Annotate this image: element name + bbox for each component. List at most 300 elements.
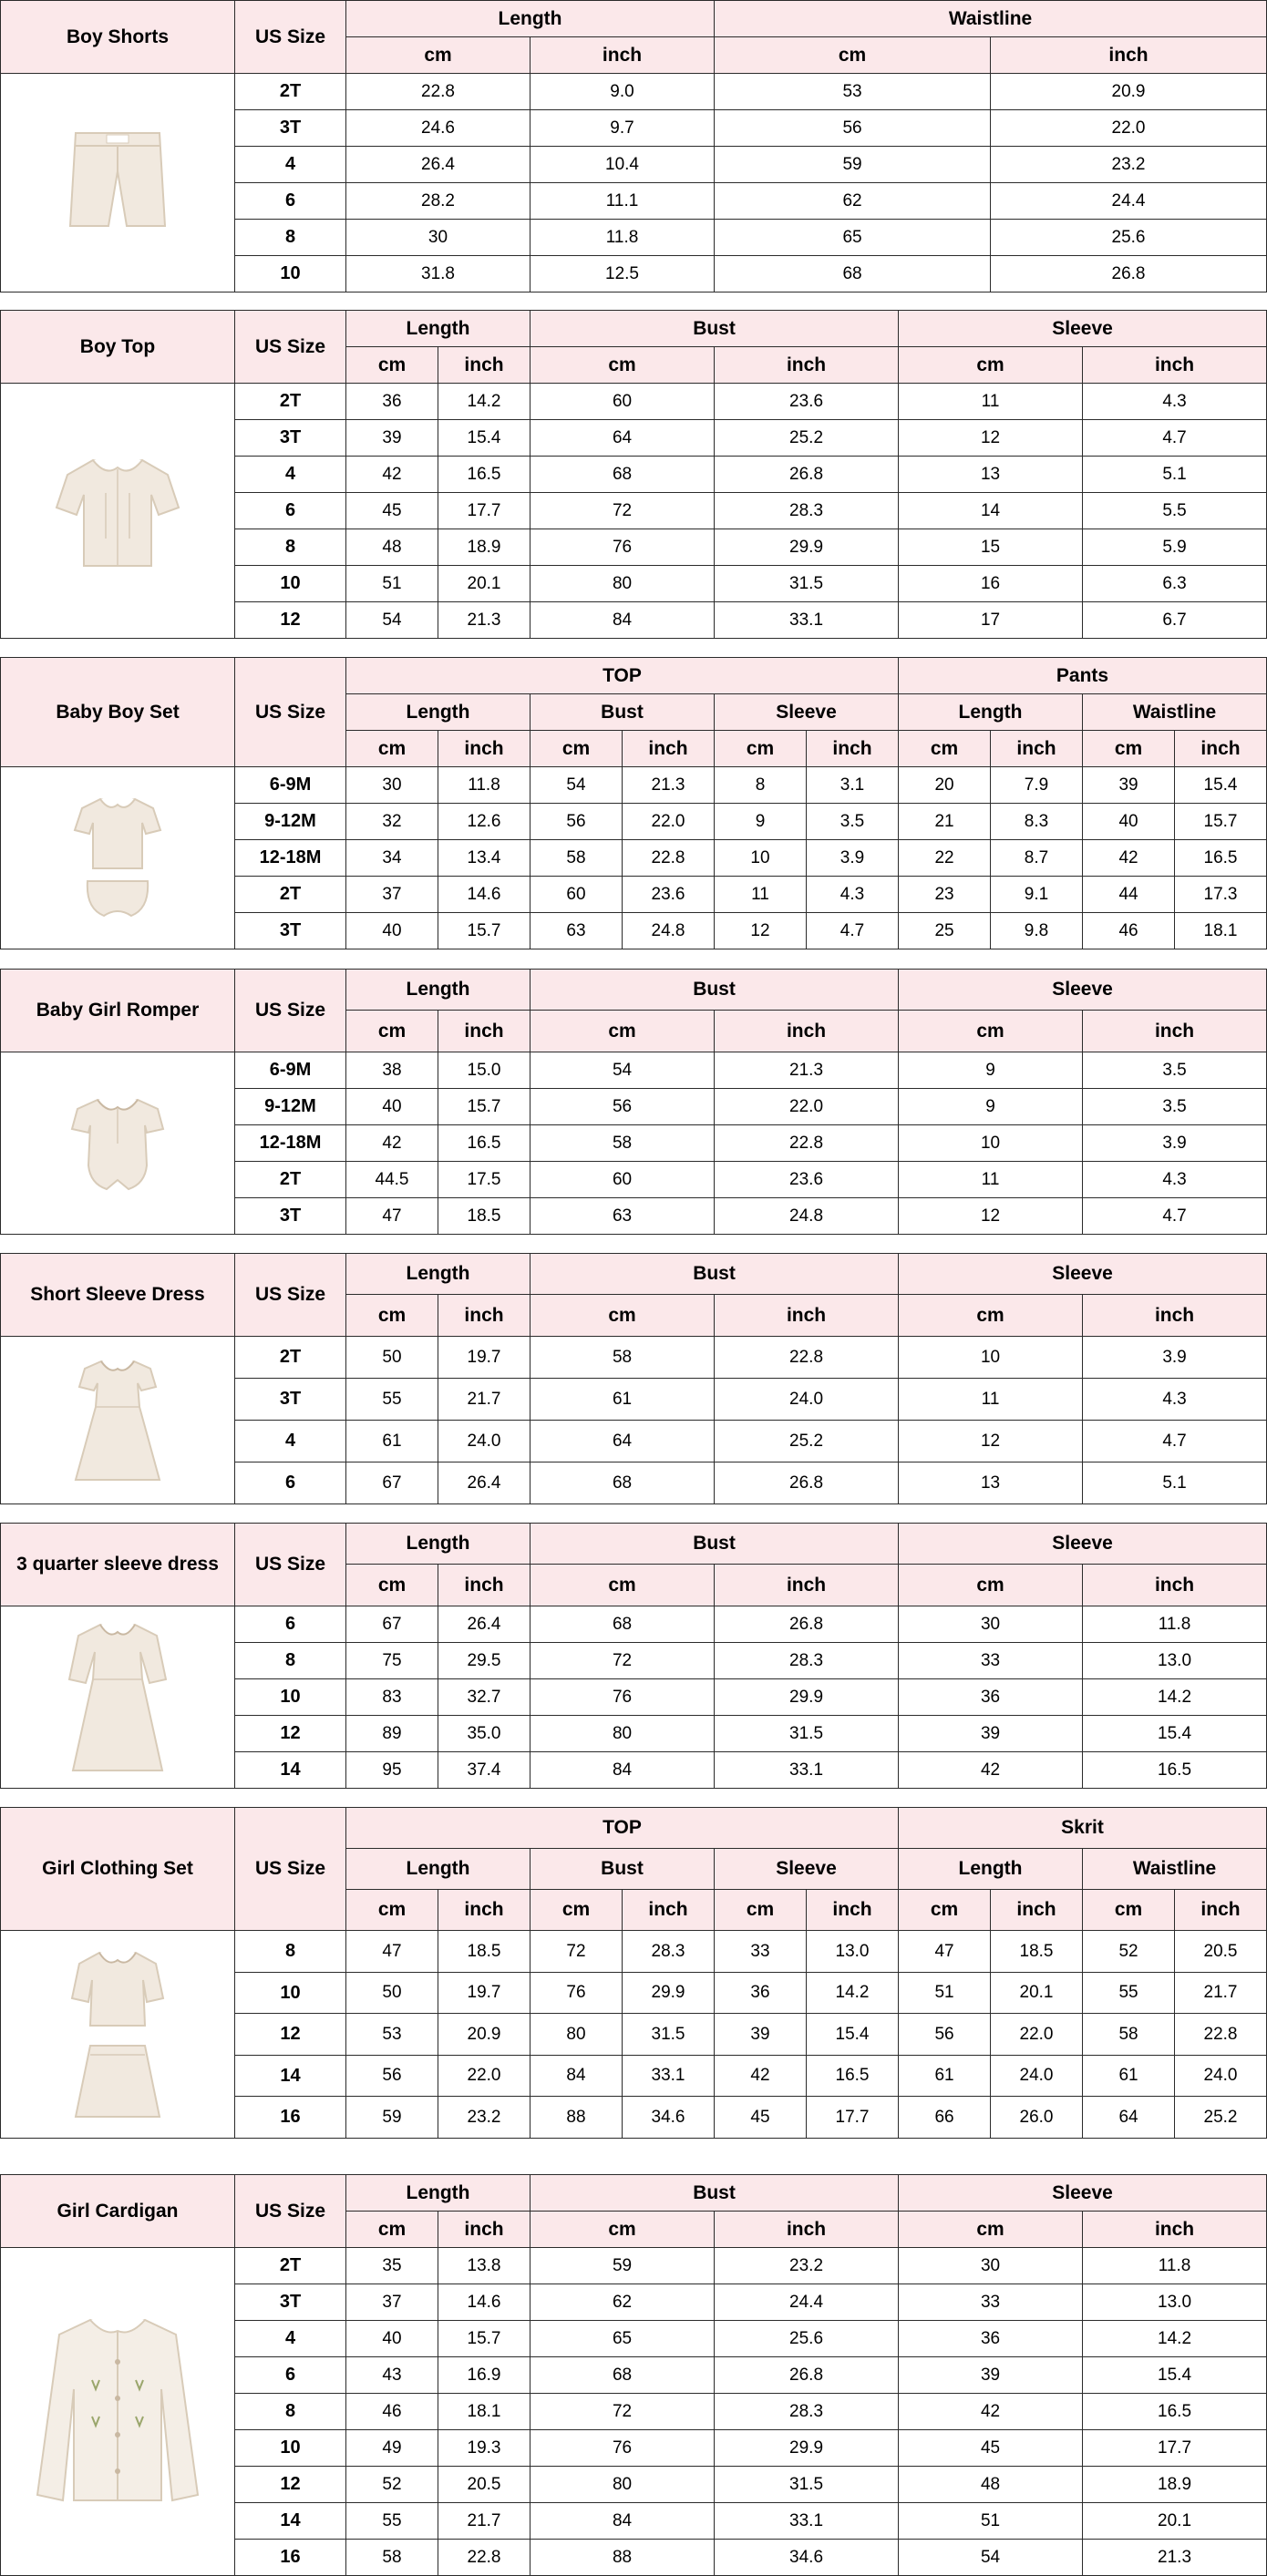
size-label: 14 (235, 2503, 346, 2540)
value-cell: 40 (346, 2321, 438, 2357)
value-cell: 52 (346, 2467, 438, 2503)
section-baby-boy-set (0, 657, 1266, 949)
section-3-quarter-sleeve-dress (0, 1523, 1266, 1789)
value-cell: 39 (1083, 767, 1175, 804)
value-cell: 37.4 (438, 1752, 530, 1789)
value-cell: 13.0 (1083, 1643, 1267, 1679)
value-cell: 21.3 (438, 602, 530, 639)
value-cell: 23.2 (715, 2248, 899, 2284)
value-cell: 61 (899, 2056, 991, 2097)
size-label: 12 (235, 602, 346, 639)
value-cell: 80 (530, 2467, 715, 2503)
value-cell: 56 (715, 110, 991, 147)
value-cell: 54 (899, 2540, 1083, 2576)
value-cell: 36 (899, 1679, 1083, 1716)
unit-header: cm (346, 37, 530, 74)
value-cell: 56 (346, 2056, 438, 2097)
value-cell: 64 (1083, 2097, 1175, 2139)
value-cell: 36 (346, 384, 438, 420)
unit-header: inch (991, 731, 1083, 767)
size-label: 3T (235, 420, 346, 457)
shirt-icon (49, 447, 186, 575)
value-cell: 61 (1083, 2056, 1175, 2097)
size-label: 12-18M (235, 1125, 346, 1162)
value-cell: 21.7 (438, 2503, 530, 2540)
product-name: Girl Cardigan (1, 2175, 235, 2248)
group-header: Length (899, 694, 1083, 731)
value-cell: 16.9 (438, 2357, 530, 2394)
value-cell: 10 (899, 1125, 1083, 1162)
unit-header: inch (438, 1565, 530, 1606)
value-cell: 76 (530, 1679, 715, 1716)
value-cell: 22.0 (991, 2014, 1083, 2056)
product-name: Baby Girl Romper (1, 970, 235, 1052)
unit-header: inch (715, 1011, 899, 1052)
size-label: 14 (235, 2056, 346, 2097)
value-cell: 58 (530, 1337, 715, 1379)
value-cell: 11.8 (1083, 1606, 1267, 1643)
product-image (1, 2248, 235, 2576)
value-cell: 17.5 (438, 1162, 530, 1198)
value-cell: 21.3 (623, 767, 715, 804)
size-table (0, 969, 1267, 1235)
size-label: 6-9M (235, 767, 346, 804)
us-size-header: US Size (235, 1524, 346, 1606)
unit-header: inch (1083, 347, 1267, 384)
unit-header: inch (807, 731, 899, 767)
value-cell: 19.3 (438, 2430, 530, 2467)
value-cell: 24.4 (991, 183, 1267, 220)
value-cell: 13.8 (438, 2248, 530, 2284)
value-cell: 72 (530, 2394, 715, 2430)
supergroup-header: Skrit (899, 1808, 1267, 1849)
value-cell: 50 (346, 1337, 438, 1379)
value-cell: 75 (346, 1643, 438, 1679)
us-size-header: US Size (235, 2175, 346, 2248)
value-cell: 25.2 (1175, 2097, 1267, 2139)
value-cell: 4.3 (1083, 384, 1267, 420)
value-cell: 4.3 (1083, 1162, 1267, 1198)
value-cell: 19.7 (438, 1337, 530, 1379)
product-image (1, 384, 235, 639)
unit-header: cm (530, 2212, 715, 2248)
size-table (0, 1253, 1267, 1504)
value-cell: 23.6 (715, 384, 899, 420)
group-header: Length (346, 1254, 530, 1295)
size-label: 4 (235, 1421, 346, 1462)
unit-header: cm (530, 1890, 623, 1931)
value-cell: 22.8 (623, 840, 715, 877)
size-table (0, 2174, 1267, 2576)
value-cell: 76 (530, 2430, 715, 2467)
value-cell: 15.4 (1175, 767, 1267, 804)
value-cell: 39 (715, 2014, 807, 2056)
value-cell: 21 (899, 804, 991, 840)
value-cell: 6.3 (1083, 566, 1267, 602)
value-cell: 39 (346, 420, 438, 457)
value-cell: 44 (1083, 877, 1175, 913)
supergroup-header: TOP (346, 1808, 899, 1849)
size-label: 9-12M (235, 804, 346, 840)
value-cell: 95 (346, 1752, 438, 1789)
value-cell: 20.1 (438, 566, 530, 602)
value-cell: 80 (530, 1716, 715, 1752)
unit-header: cm (346, 347, 438, 384)
value-cell: 84 (530, 602, 715, 639)
value-cell: 61 (530, 1379, 715, 1421)
unit-header: inch (1083, 1565, 1267, 1606)
shorts-icon (63, 124, 172, 242)
value-cell: 14.6 (438, 877, 530, 913)
product-image (1, 1337, 235, 1504)
value-cell: 33.1 (715, 602, 899, 639)
unit-header: inch (1083, 2212, 1267, 2248)
value-cell: 15.4 (438, 420, 530, 457)
value-cell: 61 (346, 1421, 438, 1462)
value-cell: 22.0 (623, 804, 715, 840)
value-cell: 6.7 (1083, 602, 1267, 639)
value-cell: 26.8 (715, 2357, 899, 2394)
unit-header: inch (623, 1890, 715, 1931)
product-name: Boy Top (1, 311, 235, 384)
value-cell: 19.7 (438, 1973, 530, 2014)
value-cell: 34.6 (623, 2097, 715, 2139)
us-size-header: US Size (235, 1808, 346, 1931)
unit-header: cm (715, 1890, 807, 1931)
value-cell: 55 (346, 2503, 438, 2540)
product-image (1, 1931, 235, 2139)
size-label: 6 (235, 183, 346, 220)
value-cell: 28.3 (623, 1931, 715, 1973)
group-header: Length (346, 970, 530, 1011)
value-cell: 48 (899, 2467, 1083, 2503)
value-cell: 18.5 (991, 1931, 1083, 1973)
size-label: 10 (235, 1679, 346, 1716)
value-cell: 48 (346, 529, 438, 566)
value-cell: 21.3 (1083, 2540, 1267, 2576)
value-cell: 3.1 (807, 767, 899, 804)
value-cell: 39 (899, 1716, 1083, 1752)
size-label: 2T (235, 384, 346, 420)
value-cell: 3.9 (807, 840, 899, 877)
value-cell: 31.5 (623, 2014, 715, 2056)
size-label: 3T (235, 2284, 346, 2321)
value-cell: 14.6 (438, 2284, 530, 2321)
group-header: Sleeve (899, 1524, 1267, 1565)
value-cell: 33.1 (623, 2056, 715, 2097)
size-label: 3T (235, 1379, 346, 1421)
group-header: Sleeve (899, 1254, 1267, 1295)
value-cell: 16.5 (1083, 1752, 1267, 1789)
value-cell: 17.7 (807, 2097, 899, 2139)
value-cell: 14.2 (1083, 2321, 1267, 2357)
group-header: Bust (530, 2175, 899, 2212)
size-label: 12-18M (235, 840, 346, 877)
size-label: 16 (235, 2097, 346, 2139)
unit-header: cm (346, 1565, 438, 1606)
value-cell: 25.6 (715, 2321, 899, 2357)
group-header: Sleeve (899, 2175, 1267, 2212)
value-cell: 3.5 (807, 804, 899, 840)
value-cell: 5.1 (1083, 1462, 1267, 1504)
size-table (0, 1523, 1267, 1789)
value-cell: 13.0 (807, 1931, 899, 1973)
value-cell: 9.1 (991, 877, 1083, 913)
value-cell: 23.2 (438, 2097, 530, 2139)
product-image (1, 1606, 235, 1789)
unit-header: cm (1083, 1890, 1175, 1931)
unit-header: inch (1083, 1295, 1267, 1337)
section-boy-top (0, 310, 1266, 639)
value-cell: 26.8 (715, 1462, 899, 1504)
unit-header: cm (899, 2212, 1083, 2248)
product-name: Baby Boy Set (1, 658, 235, 767)
value-cell: 16 (899, 566, 1083, 602)
value-cell: 13.0 (1083, 2284, 1267, 2321)
value-cell: 21.3 (715, 1052, 899, 1089)
unit-header: cm (346, 1011, 438, 1052)
unit-header: cm (899, 1565, 1083, 1606)
size-label: 16 (235, 2540, 346, 2576)
size-label: 8 (235, 1931, 346, 1973)
unit-header: inch (438, 1890, 530, 1931)
value-cell: 11 (715, 877, 807, 913)
long-dress-icon (58, 1616, 177, 1780)
size-label: 2T (235, 2248, 346, 2284)
value-cell: 37 (346, 877, 438, 913)
value-cell: 72 (530, 1643, 715, 1679)
value-cell: 66 (899, 2097, 991, 2139)
value-cell: 88 (530, 2097, 623, 2139)
value-cell: 15.0 (438, 1052, 530, 1089)
group-header: Bust (530, 1524, 899, 1565)
value-cell: 32.7 (438, 1679, 530, 1716)
value-cell: 33 (899, 1643, 1083, 1679)
section-girl-cardigan (0, 2174, 1266, 2576)
value-cell: 59 (530, 2248, 715, 2284)
value-cell: 31.5 (715, 1716, 899, 1752)
value-cell: 20.5 (1175, 1931, 1267, 1973)
unit-header: cm (346, 1295, 438, 1337)
value-cell: 11.8 (438, 767, 530, 804)
unit-header: cm (530, 731, 623, 767)
size-label: 3T (235, 110, 346, 147)
value-cell: 9.0 (530, 74, 715, 110)
value-cell: 10 (715, 840, 807, 877)
value-cell: 22.0 (438, 2056, 530, 2097)
supergroup-header: TOP (346, 658, 899, 694)
value-cell: 33 (899, 2284, 1083, 2321)
value-cell: 80 (530, 2014, 623, 2056)
unit-header: cm (899, 1295, 1083, 1337)
product-image (1, 767, 235, 949)
value-cell: 62 (530, 2284, 715, 2321)
unit-header: inch (438, 2212, 530, 2248)
section-boy-shorts (0, 0, 1266, 292)
value-cell: 72 (530, 1931, 623, 1973)
unit-header: inch (715, 2212, 899, 2248)
value-cell: 33.1 (715, 2503, 899, 2540)
value-cell: 11.8 (1083, 2248, 1267, 2284)
value-cell: 12 (899, 1421, 1083, 1462)
value-cell: 83 (346, 1679, 438, 1716)
value-cell: 54 (530, 767, 623, 804)
value-cell: 20 (899, 767, 991, 804)
value-cell: 25.6 (991, 220, 1267, 256)
value-cell: 43 (346, 2357, 438, 2394)
section-girl-clothing-set (0, 1807, 1266, 2139)
value-cell: 12 (899, 1198, 1083, 1235)
value-cell: 22.0 (991, 110, 1267, 147)
value-cell: 55 (1083, 1973, 1175, 2014)
unit-header: inch (715, 347, 899, 384)
value-cell: 18.1 (438, 2394, 530, 2430)
value-cell: 17.7 (438, 493, 530, 529)
value-cell: 42 (346, 457, 438, 493)
unit-header: cm (346, 731, 438, 767)
value-cell: 4.7 (1083, 1421, 1267, 1462)
value-cell: 22.8 (1175, 2014, 1267, 2056)
value-cell: 59 (715, 147, 991, 183)
unit-header: cm (899, 347, 1083, 384)
value-cell: 9 (715, 804, 807, 840)
size-label: 10 (235, 2430, 346, 2467)
value-cell: 84 (530, 2503, 715, 2540)
value-cell: 11.1 (530, 183, 715, 220)
unit-header: inch (1175, 731, 1267, 767)
value-cell: 11 (899, 1162, 1083, 1198)
us-size-header: US Size (235, 1, 346, 74)
value-cell: 25.2 (715, 1421, 899, 1462)
value-cell: 26.8 (715, 457, 899, 493)
value-cell: 31.5 (715, 566, 899, 602)
value-cell: 62 (715, 183, 991, 220)
value-cell: 29.9 (715, 2430, 899, 2467)
value-cell: 12.6 (438, 804, 530, 840)
value-cell: 3.5 (1083, 1089, 1267, 1125)
value-cell: 68 (530, 2357, 715, 2394)
value-cell: 4.7 (1083, 1198, 1267, 1235)
value-cell: 58 (530, 1125, 715, 1162)
value-cell: 22 (899, 840, 991, 877)
value-cell: 65 (715, 220, 991, 256)
us-size-header: US Size (235, 970, 346, 1052)
dress-icon (63, 1352, 172, 1489)
size-label: 6 (235, 493, 346, 529)
value-cell: 15.7 (438, 2321, 530, 2357)
value-cell: 44.5 (346, 1162, 438, 1198)
value-cell: 12.5 (530, 256, 715, 292)
value-cell: 20.1 (991, 1973, 1083, 2014)
value-cell: 67 (346, 1462, 438, 1504)
size-label: 8 (235, 220, 346, 256)
value-cell: 72 (530, 493, 715, 529)
value-cell: 68 (715, 256, 991, 292)
size-label: 8 (235, 1643, 346, 1679)
value-cell: 3.9 (1083, 1337, 1267, 1379)
group-header: Sleeve (899, 970, 1267, 1011)
value-cell: 21.7 (438, 1379, 530, 1421)
unit-header: inch (438, 1011, 530, 1052)
cardigan-icon (26, 2307, 209, 2517)
value-cell: 14.2 (1083, 1679, 1267, 1716)
value-cell: 13 (899, 457, 1083, 493)
size-label: 2T (235, 877, 346, 913)
value-cell: 30 (899, 1606, 1083, 1643)
size-label: 6 (235, 2357, 346, 2394)
unit-header: cm (530, 1011, 715, 1052)
value-cell: 59 (346, 2097, 438, 2139)
value-cell: 32 (346, 804, 438, 840)
value-cell: 16.5 (438, 1125, 530, 1162)
value-cell: 26.8 (715, 1606, 899, 1643)
value-cell: 8 (715, 767, 807, 804)
value-cell: 68 (530, 1462, 715, 1504)
value-cell: 22.8 (715, 1125, 899, 1162)
value-cell: 13 (899, 1462, 1083, 1504)
value-cell: 10.4 (530, 147, 715, 183)
value-cell: 26.8 (991, 256, 1267, 292)
value-cell: 8.7 (991, 840, 1083, 877)
unit-header: cm (715, 731, 807, 767)
value-cell: 42 (1083, 840, 1175, 877)
value-cell: 20.1 (1083, 2503, 1267, 2540)
value-cell: 64 (530, 420, 715, 457)
value-cell: 23.6 (623, 877, 715, 913)
value-cell: 29.5 (438, 1643, 530, 1679)
section-short-sleeve-dress (0, 1253, 1266, 1504)
value-cell: 9 (899, 1089, 1083, 1125)
value-cell: 11 (899, 384, 1083, 420)
product-name: 3 quarter sleeve dress (1, 1524, 235, 1606)
value-cell: 23.6 (715, 1162, 899, 1198)
value-cell: 40 (346, 913, 438, 949)
value-cell: 26.4 (346, 147, 530, 183)
value-cell: 18.5 (438, 1931, 530, 1973)
value-cell: 9.7 (530, 110, 715, 147)
unit-header: cm (346, 2212, 438, 2248)
value-cell: 23.2 (991, 147, 1267, 183)
value-cell: 24.0 (1175, 2056, 1267, 2097)
value-cell: 18.9 (438, 529, 530, 566)
group-header: Length (346, 694, 530, 731)
value-cell: 17.3 (1175, 877, 1267, 913)
unit-header: inch (991, 1890, 1083, 1931)
value-cell: 15.4 (1083, 2357, 1267, 2394)
value-cell: 30 (899, 2248, 1083, 2284)
value-cell: 25.2 (715, 420, 899, 457)
value-cell: 49 (346, 2430, 438, 2467)
value-cell: 4.3 (807, 877, 899, 913)
group-header: Length (899, 1849, 1083, 1890)
value-cell: 34.6 (715, 2540, 899, 2576)
size-label: 4 (235, 457, 346, 493)
value-cell: 55 (346, 1379, 438, 1421)
value-cell: 64 (530, 1421, 715, 1462)
value-cell: 30 (346, 220, 530, 256)
unit-header: cm (899, 731, 991, 767)
unit-header: cm (1083, 731, 1175, 767)
value-cell: 22.8 (346, 74, 530, 110)
value-cell: 24.8 (623, 913, 715, 949)
value-cell: 26.0 (991, 2097, 1083, 2139)
value-cell: 34 (346, 840, 438, 877)
value-cell: 40 (346, 1089, 438, 1125)
value-cell: 14.2 (438, 384, 530, 420)
value-cell: 5.5 (1083, 493, 1267, 529)
value-cell: 47 (346, 1198, 438, 1235)
unit-header: inch (530, 37, 715, 74)
